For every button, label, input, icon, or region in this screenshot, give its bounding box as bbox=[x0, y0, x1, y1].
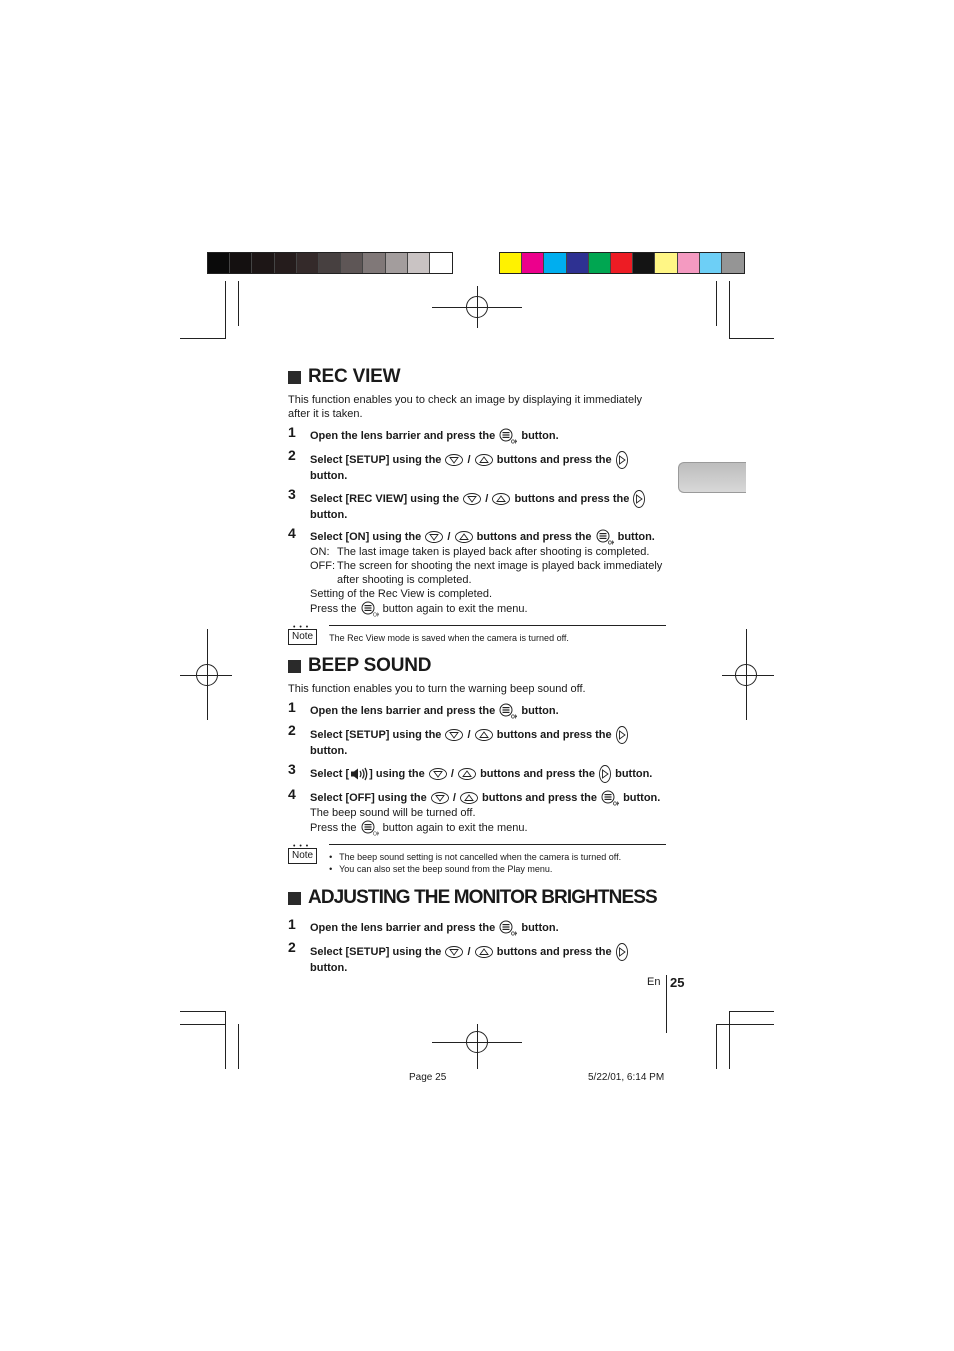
up-arrow-button-icon bbox=[455, 531, 473, 543]
menu-ok-button-icon bbox=[499, 703, 517, 719]
crop-mark bbox=[225, 1011, 226, 1069]
right-arrow-button-icon bbox=[616, 726, 628, 744]
step-item: 1 Open the lens barrier and press the button. bbox=[288, 424, 666, 444]
up-arrow-button-icon bbox=[475, 946, 493, 958]
page-number-divider bbox=[666, 975, 667, 1033]
up-arrow-button-icon bbox=[475, 454, 493, 466]
section-intro: This function enables you to turn the warning beep sound off. bbox=[288, 683, 586, 695]
note-text: • You can also set the beep sound from the Play menu. bbox=[329, 863, 666, 875]
note-block bbox=[288, 844, 666, 875]
speaker-sound-icon bbox=[350, 767, 368, 781]
crop-mark bbox=[716, 1024, 774, 1025]
color-swatch bbox=[275, 253, 297, 273]
up-arrow-button-icon bbox=[458, 768, 476, 780]
section-heading-monitor-brightness: ADJUSTING THE MONITOR BRIGHTNESS bbox=[288, 887, 666, 909]
up-arrow-button-icon bbox=[492, 493, 510, 505]
section-intro: This function enables you to check an image by displaying it immediately after it is taken. bbox=[288, 394, 643, 420]
heading-square-icon bbox=[288, 892, 301, 905]
color-swatch bbox=[722, 253, 744, 273]
crop-mark bbox=[730, 338, 774, 339]
step-item: 1 Open the lens barrier and press the button. bbox=[288, 916, 666, 936]
crop-mark bbox=[180, 1024, 225, 1025]
right-arrow-button-icon bbox=[599, 765, 611, 783]
color-swatch bbox=[589, 253, 611, 273]
chapter-tab bbox=[678, 462, 746, 493]
crop-mark bbox=[180, 338, 225, 339]
color-swatch bbox=[678, 253, 700, 273]
step-item: 4 Select [OFF] using the / buttons and press the button. bbox=[288, 786, 666, 806]
color-swatch bbox=[700, 253, 722, 273]
color-swatch bbox=[341, 253, 363, 273]
menu-ok-button-icon bbox=[499, 428, 517, 444]
crop-mark bbox=[729, 1011, 730, 1069]
color-swatch bbox=[567, 253, 589, 273]
down-arrow-button-icon bbox=[425, 531, 443, 543]
menu-ok-button-icon bbox=[361, 820, 379, 836]
process-color-bar bbox=[499, 252, 745, 274]
crop-mark bbox=[716, 1024, 717, 1069]
section-heading-beep-sound: BEEP SOUND bbox=[288, 655, 666, 677]
menu-ok-button-icon bbox=[361, 601, 379, 617]
step-item: 2 Select [SETUP] using the / buttons and press the button. bbox=[288, 722, 666, 758]
menu-ok-button-icon bbox=[601, 790, 619, 806]
step-number: 1 bbox=[288, 699, 296, 715]
footer-date: 5/22/01, 6:14 PM bbox=[588, 1072, 665, 1083]
down-arrow-button-icon bbox=[445, 729, 463, 741]
step-number: 2 bbox=[288, 722, 296, 738]
grayscale-color-bar bbox=[207, 252, 453, 274]
color-swatch bbox=[655, 253, 677, 273]
color-swatch bbox=[208, 253, 230, 273]
color-swatch bbox=[500, 253, 522, 273]
page-language: En bbox=[647, 976, 661, 988]
crop-mark bbox=[180, 1011, 225, 1012]
crop-mark bbox=[729, 281, 730, 339]
section-heading-rec-view: REC VIEW bbox=[288, 366, 666, 388]
step-number: 4 bbox=[288, 786, 296, 802]
down-arrow-button-icon bbox=[463, 493, 481, 505]
registration-mark bbox=[735, 664, 757, 686]
note-badge: • • • Note bbox=[288, 848, 317, 864]
step-details: The beep sound will be turned off. Press the button again to exit the menu. bbox=[310, 806, 666, 836]
right-arrow-button-icon bbox=[616, 451, 628, 469]
menu-ok-button-icon bbox=[499, 920, 517, 936]
color-swatch bbox=[408, 253, 430, 273]
down-arrow-button-icon bbox=[445, 454, 463, 466]
note-block bbox=[288, 625, 666, 645]
step-item: 2 Select [SETUP] using the / buttons and press the button. bbox=[288, 939, 666, 975]
page-content bbox=[288, 366, 666, 975]
color-swatch bbox=[363, 253, 385, 273]
color-swatch bbox=[633, 253, 655, 273]
up-arrow-button-icon bbox=[460, 792, 478, 804]
right-arrow-button-icon bbox=[616, 943, 628, 961]
heading-square-icon bbox=[288, 660, 301, 673]
step-number: 2 bbox=[288, 939, 296, 955]
color-swatch bbox=[319, 253, 341, 273]
step-number: 1 bbox=[288, 916, 296, 932]
step-number: 3 bbox=[288, 486, 296, 502]
note-text: The Rec View mode is saved when the camera is turned off. bbox=[329, 633, 569, 643]
crop-mark bbox=[716, 281, 717, 326]
color-swatch bbox=[430, 253, 452, 273]
note-text: • The beep sound setting is not cancelled when the camera is turned off. bbox=[329, 851, 666, 863]
crop-mark bbox=[238, 1024, 239, 1069]
step-item: 3 Select [REC VIEW] using the / buttons and press the button. bbox=[288, 486, 666, 522]
color-swatch bbox=[522, 253, 544, 273]
color-swatch bbox=[230, 253, 252, 273]
down-arrow-button-icon bbox=[445, 946, 463, 958]
step-number: 4 bbox=[288, 525, 296, 541]
color-swatch bbox=[544, 253, 566, 273]
step-details: ON: The last image taken is played back after shooting is completed. OFF: The screen for shooting the next image is played back immediately after shooting is completed. Setting of the Rec View is completed. Press the button again to exit the menu. bbox=[310, 545, 666, 617]
step-number: 1 bbox=[288, 424, 296, 440]
right-arrow-button-icon bbox=[633, 490, 645, 508]
registration-mark bbox=[466, 1031, 488, 1053]
up-arrow-button-icon bbox=[475, 729, 493, 741]
note-badge: • • • Note bbox=[288, 629, 317, 645]
down-arrow-button-icon bbox=[429, 768, 447, 780]
step-item: 2 Select [SETUP] using the / buttons and press the button. bbox=[288, 447, 666, 483]
color-swatch bbox=[611, 253, 633, 273]
menu-ok-button-icon bbox=[596, 529, 614, 545]
registration-mark bbox=[466, 296, 488, 318]
color-swatch bbox=[386, 253, 408, 273]
step-item: 4 Select [ON] using the / buttons and press the button. bbox=[288, 525, 666, 545]
step-number: 3 bbox=[288, 761, 296, 777]
step-number: 2 bbox=[288, 447, 296, 463]
down-arrow-button-icon bbox=[431, 792, 449, 804]
heading-square-icon bbox=[288, 371, 301, 384]
step-item: 3 Select [ ] using the / buttons and press the button. bbox=[288, 761, 666, 783]
step-item: 1 Open the lens barrier and press the button. bbox=[288, 699, 666, 719]
crop-mark bbox=[730, 1011, 774, 1012]
registration-mark bbox=[196, 664, 218, 686]
crop-mark bbox=[225, 281, 226, 339]
page-number: 25 bbox=[670, 975, 685, 990]
color-swatch bbox=[297, 253, 319, 273]
crop-mark bbox=[238, 281, 239, 326]
footer-page: Page 25 bbox=[409, 1072, 447, 1083]
color-swatch bbox=[252, 253, 274, 273]
